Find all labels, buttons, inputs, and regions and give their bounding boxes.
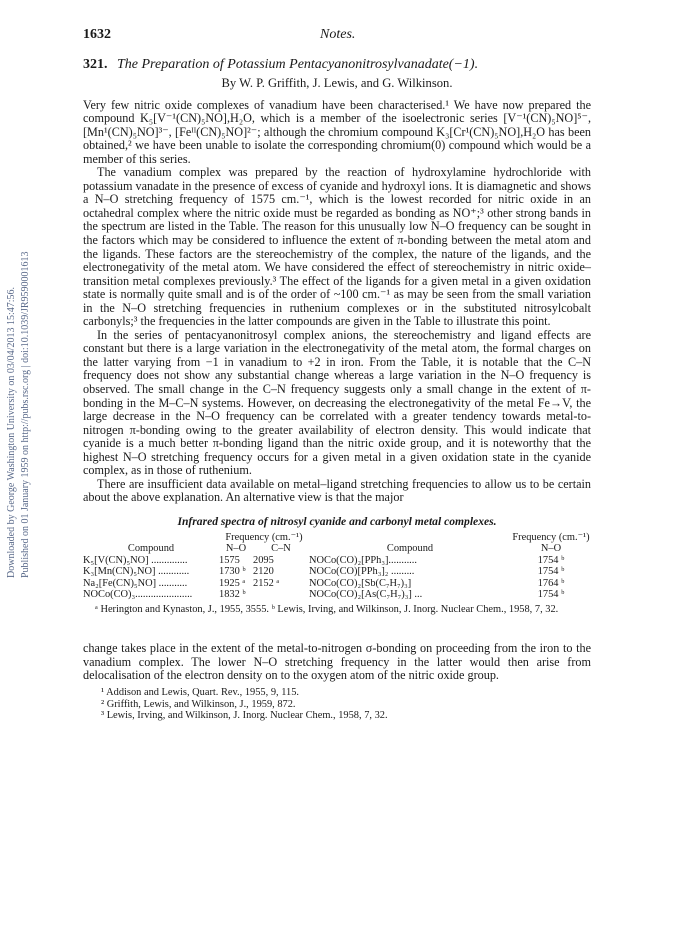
table-header-row-2: [83, 543, 591, 555]
article-title: The Preparation of Potassium Pentacyanonitrosylvanadate(−1).: [117, 57, 479, 72]
table-header-row-1: [83, 532, 591, 544]
col-cn-left: C–N: [271, 543, 291, 555]
no-freq-cell: 1754 ᵇ: [537, 589, 565, 601]
paragraph-closing: change takes place in the extent of the metal-to-nitrogen σ-bonding on proceeding from the iron to the vanadium complex. The lower N–O stretching frequency in the latter would then arise from delocalisation of the electron density on to the oxygen atom of the nitric oxide group.: [83, 641, 591, 683]
freq-header-right: Frequency (cm.⁻¹): [512, 531, 590, 543]
compound-cell: NOCo(CO)₂[Sb(C₇H₇)₃]: [309, 577, 412, 589]
paragraph-intro: Very few nitric oxide complexes of vanadium have been characterised.¹ We have now prepared the compound K₅[V⁻¹(CN)₅NO],H₂O, which is a member of the isoelectronic series [V⁻¹(CN)₅NO]⁵⁻, [Mn¹(CN)₅NO]³⁻, [Feᴵᴵ(CN)₅NO]²⁻; although the chromium compound K₃[Cr¹(CN)₅NO],H₂O has been obtained,² we have been unable to isolate the corresponding chromium(0) compound which would be a member of this series.: [83, 97, 591, 166]
paragraph-preparation: The vanadium complex was prepared by the reaction of hydroxylamine hydrochloride with potassium vanadate in the presence of excess of cyanide and hydroxyl ions. It is diamagnetic and shows a N–O stretching frequency of 1575 cm.⁻¹, which is the lowest recorded for nitric oxide in an octahedral complex where the nitric oxide must be regarded as bonding as NO⁺;³ other strong bands in the spectrum are listed in the Table. The reason for this unusually low N–O frequency can be sought in the factors which may be considered to influence the extent of π-bonding between the metal atom and the ligands. These factors are the stereochemistry of the complex, the nature of the ligands, and the electronegativity of the metal atom. We have considered the effect of stereochemistry in nitric oxide–transition metal complexes previously.³ The effect of the ligands for a given metal in a given oxidation state is normally quite small and is of the order of ~100 cm.⁻¹ as may be seen from the small variation in the N–O stretching frequencies in ruthenium complexes or in the substituted nitrosylcobalt carbonyls;³ the frequencies in the latter compounds are given in the Table to illustrate this point.: [83, 165, 591, 329]
paragraph-insufficient-data: There are insufficient data available on metal–ligand stretching frequencies to allow us to be certain about the above explanation. An alternative view is that the major: [83, 476, 591, 505]
col-no-right: N–O: [540, 543, 562, 555]
reference-item: ¹ Addison and Lewis, Quart. Rev., 1955, 9, 115.: [101, 686, 300, 698]
no-freq-cell: 1575: [219, 554, 240, 566]
table-row: [83, 555, 591, 567]
reference-item: ³ Lewis, Irving, and Wilkinson, J. Inorg. Nuclear Chem., 1958, 7, 32.: [101, 710, 388, 722]
col-compound-right: Compound: [386, 543, 434, 555]
col-compound-left: Compound: [127, 543, 175, 555]
article-number: 321.: [83, 57, 108, 72]
cn-freq-cell: 2152 ᵃ: [253, 577, 280, 589]
cn-freq-cell: 2120: [253, 566, 274, 578]
cn-freq-cell: [253, 589, 309, 601]
table-footnote: ᵃ Herington and Kynaston, J., 1955, 3555. ᵇ Lewis, Irving, and Wilkinson, J. Inorg. Nuclear Chem., 1958, 7, 32.: [95, 604, 559, 616]
compound-cell: NOCo(CO)₃......................: [83, 589, 193, 601]
references: [83, 687, 591, 722]
no-freq-cell: 1754 ᵇ: [537, 566, 565, 578]
reference-item: ² Griffith, Lewis, and Wilkinson, J., 1959, 872.: [101, 698, 296, 710]
compound-cell: K₃[Mn(CN)₅NO] ............: [83, 566, 190, 578]
table-row: [83, 566, 591, 578]
article-authors: By W. P. Griffith, J. Lewis, and G. Wilkinson.: [221, 76, 453, 90]
no-freq-cell: 1764 ᵇ: [537, 577, 565, 589]
compound-cell: NOCo(CO)₂[As(C₇H₇)₃] ...: [309, 589, 423, 601]
compound-cell: NOCo(CO)₂[PPh₃]...........: [309, 554, 417, 566]
col-no-left: N–O: [225, 543, 247, 555]
page-number: 1632: [83, 27, 111, 42]
table-row: [83, 589, 591, 601]
table-caption: Infrared spectra of nitrosyl cyanide and carbonyl metal complexes.: [177, 514, 497, 528]
freq-header-left: Frequency (cm.⁻¹): [225, 531, 303, 543]
compound-cell: K₅[V(CN)₅NO] ..............: [83, 554, 188, 566]
compound-cell: Na₂[Fe(CN)₅NO] ...........: [83, 577, 188, 589]
no-freq-cell: 1832 ᵇ: [219, 589, 246, 601]
running-title: Notes.: [320, 27, 356, 42]
ir-table: [83, 532, 591, 602]
publication-note: Published on 01 January 1959 on http://pubs.rsc.org | doi:10.1039/JR9590001613: [20, 251, 31, 578]
no-freq-cell: 1754 ᵇ: [537, 554, 565, 566]
journal-page: [83, 28, 591, 722]
no-freq-cell: 1925 ᵃ: [219, 577, 246, 589]
no-freq-cell: 1730 ᵇ: [219, 566, 246, 578]
article-title-line: [83, 56, 591, 73]
page-header: [83, 28, 591, 50]
paragraph-series: In the series of pentacyanonitrosyl complex anions, the stereochemistry and ligand effects are constant but there is a large variation in the electronegativity of the metal atom, the formal charges on the latter varying from −1 in vanadium to +2 in iron. From the Table, it is notable that the C–N frequency does not show any substantial change whereas a large variation in the N–O frequency is observed. The small change in the C–N frequency suggests only a small change in the extent of π-bonding in the M–C–N systems. However, on decreasing the electronegativity of the metal Fe→V, the large decrease in the N–O frequency can be correlated with a greater tendency towards metal-to-nitrogen π-bonding owing to the greater availability of electron density. This would indicate that cyanide is a much better π-bonding ligand than the nitric oxide group, and it is noteworthy that the highest N–O stretching frequency occurs for a given metal in a given oxidation state in the cyanide complex, as in those of ruthenium.: [83, 327, 591, 478]
table-row: [83, 578, 591, 590]
compound-cell: NOCo(CO)[PPh₃]₂ .........: [309, 566, 415, 578]
download-note: Downloaded by George Washington University on 03/04/2013 15:47:56.: [6, 286, 17, 578]
cn-freq-cell: 2095: [253, 554, 274, 566]
